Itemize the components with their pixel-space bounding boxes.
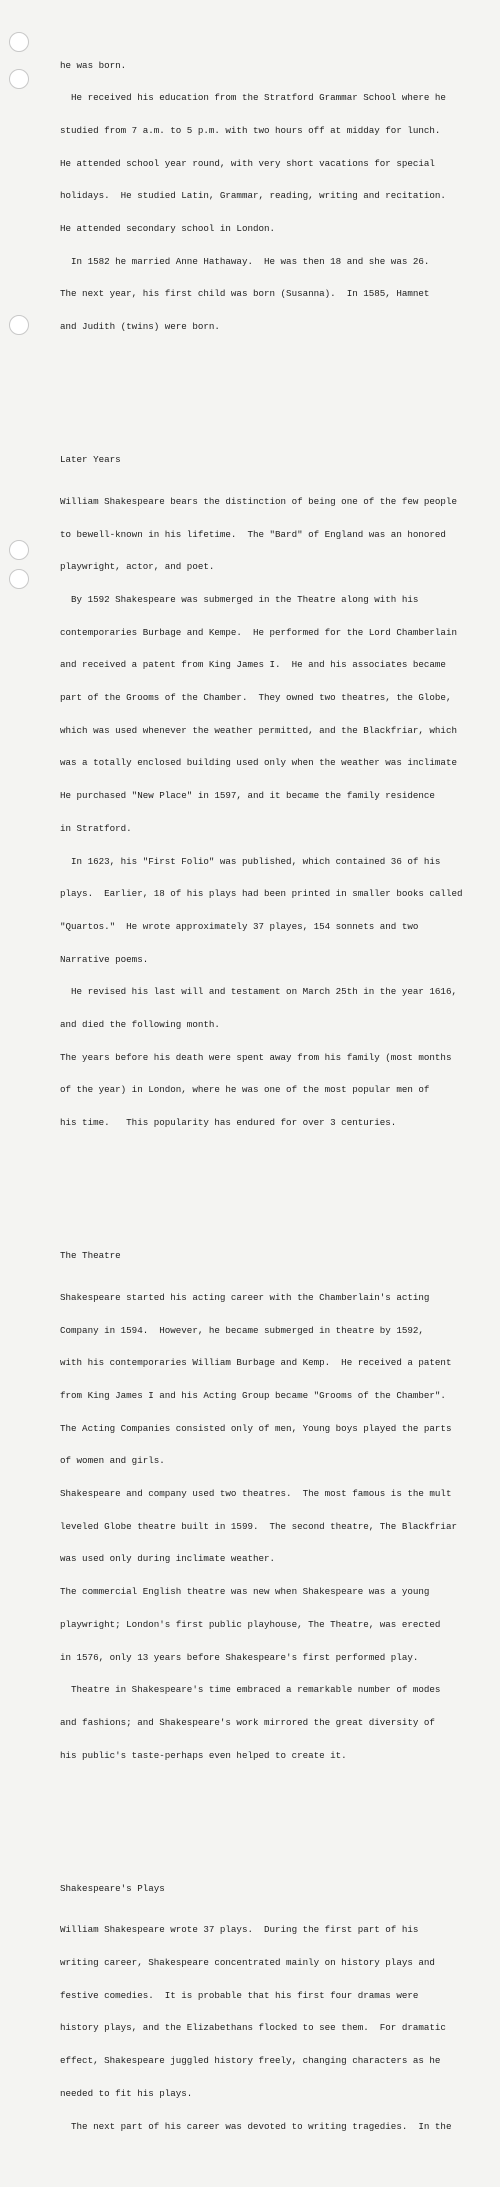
text-line: writing career, Shakespeare concentrated mainly on history plays and bbox=[60, 1957, 435, 1969]
text-line: and died the following month. bbox=[60, 1019, 220, 1031]
text-line: and Judith (twins) were born. bbox=[60, 321, 220, 333]
text-line: history plays, and the Elizabethans flocked to see them. For dramatic bbox=[60, 2022, 446, 2034]
text-line: holidays. He studied Latin, Grammar, reading, writing and recitation. bbox=[60, 190, 446, 202]
section-the-theatre bbox=[60, 1227, 492, 1783]
text-line: playwright, actor, and poet. bbox=[60, 561, 215, 573]
text-line: William Shakespeare wrote 37 plays. During the first part of his bbox=[60, 1924, 419, 1936]
text-line: and received a patent from King James I. He and his associates became bbox=[60, 659, 446, 671]
text-line: "Quartos." He wrote approximately 37 playes, 154 sonnets and two bbox=[60, 920, 419, 932]
text-line: playwright; London's first public playhouse, The Theatre, was erected bbox=[60, 1618, 441, 1630]
binder-hole bbox=[9, 32, 29, 52]
text-line: of women and girls. bbox=[60, 1455, 165, 1467]
text-line: in 1576, only 13 years before Shakespeare's first performed play. bbox=[60, 1651, 419, 1663]
text-line: studied from 7 a.m. to 5 p.m. with two hours off at midday for lunch. bbox=[60, 124, 441, 136]
section-shakespeares-plays bbox=[60, 1860, 492, 2154]
text-line: contemporaries Burbage and Kempe. He performed for the Lord Chamberlain bbox=[60, 626, 457, 638]
text-line: He attended secondary school in London. bbox=[60, 223, 276, 235]
binder-hole bbox=[9, 540, 29, 560]
text-line: He attended school year round, with very short vacations for special bbox=[60, 157, 435, 169]
text-line: was a totally enclosed building used only when the weather was inclimate bbox=[60, 757, 457, 769]
text-line: William Shakespeare bears the distinction of being one of the few people bbox=[60, 495, 457, 507]
binder-hole bbox=[9, 69, 29, 89]
text-line: with his contemporaries William Burbage and Kemp. He received a patent bbox=[60, 1357, 452, 1369]
binder-hole bbox=[9, 315, 29, 335]
binder-hole bbox=[9, 569, 29, 589]
text-line: The commercial English theatre was new when Shakespeare was a young bbox=[60, 1586, 430, 1598]
text-line: Company in 1594. However, he became submerged in theatre by 1592, bbox=[60, 1324, 424, 1336]
text-line: and fashions; and Shakespeare's work mirrored the great diversity of bbox=[60, 1716, 435, 1728]
section-intro bbox=[60, 39, 492, 355]
text-line: festive comedies. It is probable that his first four dramas were bbox=[60, 1989, 419, 2001]
text-line: The Acting Companies consisted only of men, Young boys played the parts bbox=[60, 1422, 452, 1434]
text-line: he was born. bbox=[60, 59, 127, 71]
text-line: needed to fit his plays. bbox=[60, 2087, 193, 2099]
section-heading: Shakespeare's Plays bbox=[60, 1882, 165, 1894]
document-text bbox=[60, 6, 492, 2187]
text-line: was used only during inclimate weather. bbox=[60, 1553, 276, 1565]
text-line: Shakespeare and company used two theatres. The most famous is the mult bbox=[60, 1488, 452, 1500]
text-line: part of the Grooms of the Chamber. They owned two theatres, the Globe, bbox=[60, 692, 452, 704]
text-line: The years before his death were spent away from his family (most months bbox=[60, 1051, 452, 1063]
text-line: leveled Globe theatre built in 1599. The second theatre, The Blackfriar bbox=[60, 1520, 457, 1532]
text-line: Theatre in Shakespeare's time embraced a remarkable number of modes bbox=[60, 1684, 441, 1696]
text-line: He purchased "New Place" in 1597, and it became the family residence bbox=[60, 790, 435, 802]
text-line: his time. This popularity has endured for over 3 centuries. bbox=[60, 1117, 397, 1129]
text-line: In 1582 he married Anne Hathaway. He was then 18 and she was 26. bbox=[60, 255, 430, 267]
section-heading: The Theatre bbox=[60, 1250, 121, 1262]
text-line: The next year, his first child was born (Susanna). In 1585, Hamnet bbox=[60, 288, 430, 300]
section-later-years bbox=[60, 431, 492, 1151]
text-line: to bewell-known in his lifetime. The "Bard" of England was an honored bbox=[60, 528, 446, 540]
text-line: In 1623, his "First Folio" was published, which contained 36 of his bbox=[60, 855, 441, 867]
section-heading: Later Years bbox=[60, 454, 121, 466]
text-line: Narrative poems. bbox=[60, 953, 149, 965]
text-line: from King James I and his Acting Group became "Grooms of the Chamber". bbox=[60, 1389, 446, 1401]
text-line: He received his education from the Stratford Grammar School where he bbox=[60, 92, 446, 104]
text-line: which was used whenever the weather permitted, and the Blackfriar, which bbox=[60, 724, 457, 736]
text-line: of the year) in London, where he was one of the most popular men of bbox=[60, 1084, 430, 1096]
text-line: Shakespeare started his acting career with the Chamberlain's acting bbox=[60, 1291, 430, 1303]
text-line: By 1592 Shakespeare was submerged in the Theatre along with his bbox=[60, 593, 419, 605]
text-line: his public's taste-perhaps even helped to create it. bbox=[60, 1749, 347, 1761]
text-line: The next part of his career was devoted to writing tragedies. In the bbox=[60, 2120, 452, 2132]
text-line: He revised his last will and testament on March 25th in the year 1616, bbox=[60, 986, 457, 998]
text-line: effect, Shakespeare juggled history freely, changing characters as he bbox=[60, 2055, 441, 2067]
text-line: in Stratford. bbox=[60, 822, 132, 834]
text-line: plays. Earlier, 18 of his plays had been printed in smaller books called bbox=[60, 888, 463, 900]
